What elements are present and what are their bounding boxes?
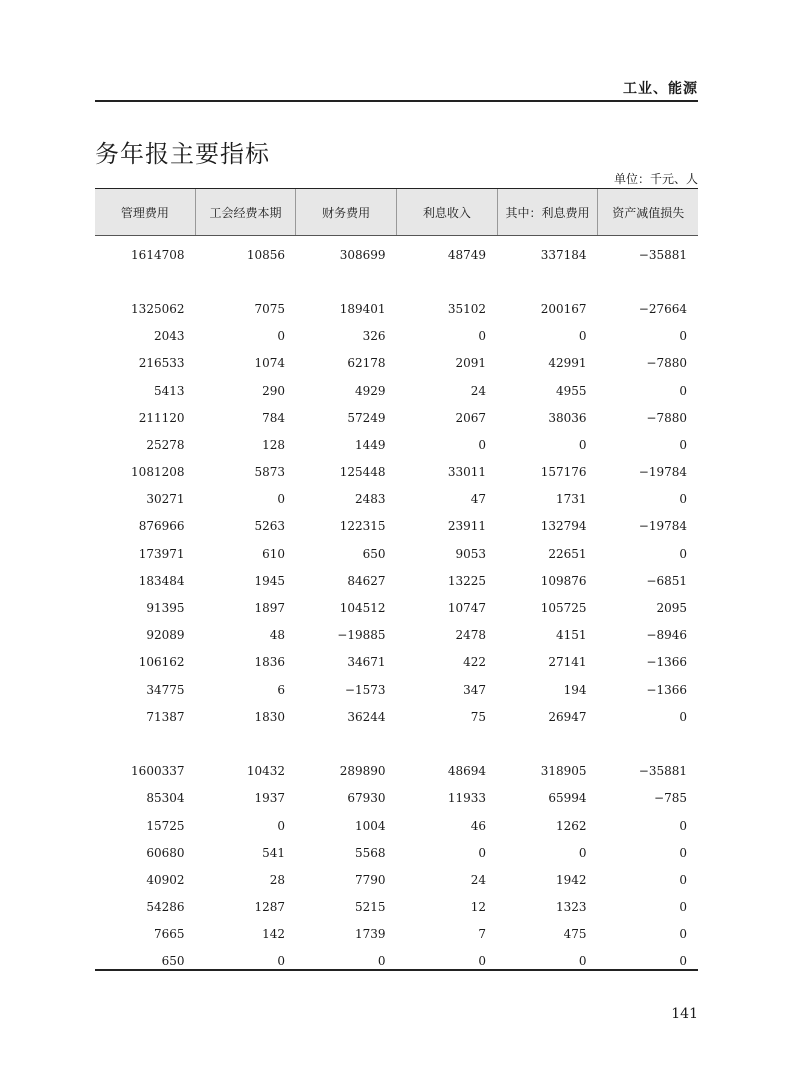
column-header: 工会经费本期 bbox=[195, 189, 296, 235]
table-cell: 650 bbox=[362, 546, 386, 561]
table-cell: 22651 bbox=[548, 546, 587, 561]
table-cell: 91395 bbox=[146, 601, 185, 616]
table-cell: 0 bbox=[478, 329, 486, 344]
table-cell: 67930 bbox=[347, 791, 386, 806]
table-row bbox=[95, 486, 698, 513]
column-header: 利息收入 bbox=[396, 189, 497, 235]
table-cell: 189401 bbox=[339, 301, 386, 316]
table-cell: 0 bbox=[277, 492, 285, 507]
table-row bbox=[95, 567, 698, 594]
table-cell: 36244 bbox=[347, 709, 386, 724]
table-cell: 28 bbox=[269, 872, 285, 887]
table-cell: 1323 bbox=[555, 900, 587, 915]
table-bottom-rule bbox=[95, 969, 698, 971]
table-cell: 105725 bbox=[540, 601, 587, 616]
data-table bbox=[95, 188, 698, 975]
table-cell: 1731 bbox=[555, 492, 587, 507]
table-cell: 216533 bbox=[138, 356, 185, 371]
table-header bbox=[95, 189, 698, 236]
table-cell: 211120 bbox=[138, 410, 185, 425]
table-row bbox=[95, 377, 698, 404]
table-row bbox=[95, 676, 698, 703]
table-cell: 5873 bbox=[254, 465, 285, 480]
table-row bbox=[95, 649, 698, 676]
table-cell: 30271 bbox=[146, 492, 185, 507]
table-cell: 289890 bbox=[339, 764, 386, 779]
table-cell: 10747 bbox=[447, 601, 486, 616]
table-cell: 422 bbox=[463, 655, 486, 670]
table-row bbox=[95, 459, 698, 486]
table-cell: 4929 bbox=[354, 383, 386, 398]
table-cell: 0 bbox=[478, 437, 486, 452]
table-cell: 57249 bbox=[347, 410, 386, 425]
table-cell: 62178 bbox=[347, 356, 386, 371]
table-row bbox=[95, 785, 698, 812]
table-cell: 157176 bbox=[540, 465, 587, 480]
table-cell: 42991 bbox=[548, 356, 587, 371]
table-cell: 1449 bbox=[354, 437, 386, 452]
table-cell: 1897 bbox=[254, 601, 285, 616]
table-cell: 0 bbox=[679, 383, 687, 398]
column-header: 资产减值损失 bbox=[597, 189, 698, 235]
table-cell: 0 bbox=[679, 437, 687, 452]
table-cell: 27141 bbox=[548, 655, 587, 670]
table-cell: −27664 bbox=[638, 301, 687, 316]
table-cell: 200167 bbox=[540, 301, 587, 316]
table-row bbox=[95, 594, 698, 621]
table-cell: −1573 bbox=[344, 682, 386, 697]
table-cell: 142 bbox=[262, 927, 285, 942]
table-cell: 26947 bbox=[548, 709, 587, 724]
table-row bbox=[95, 295, 698, 322]
table-cell: 106162 bbox=[138, 655, 185, 670]
table-cell: −7880 bbox=[646, 356, 687, 371]
table-cell: 2067 bbox=[455, 410, 486, 425]
table-cell: 92089 bbox=[146, 628, 185, 643]
table-cell: −35881 bbox=[638, 247, 687, 262]
table-cell: 10856 bbox=[246, 247, 285, 262]
table-row bbox=[95, 839, 698, 866]
table-cell: 318905 bbox=[540, 764, 587, 779]
table-cell: −7880 bbox=[646, 410, 687, 425]
table-cell: 2478 bbox=[455, 628, 486, 643]
table-body bbox=[95, 236, 698, 975]
table-cell: −8946 bbox=[646, 628, 687, 643]
table-cell: 10432 bbox=[246, 764, 285, 779]
table-cell: 0 bbox=[578, 329, 587, 344]
table-cell: 38036 bbox=[548, 410, 587, 425]
table-cell: 128 bbox=[262, 437, 285, 452]
table-cell: 12 bbox=[470, 900, 486, 915]
table-cell: 1004 bbox=[354, 818, 386, 833]
table-cell: 2091 bbox=[455, 356, 486, 371]
table-cell: 0 bbox=[679, 954, 687, 969]
table-cell: 46 bbox=[470, 818, 486, 833]
table-cell: 5263 bbox=[254, 519, 285, 534]
table-spacer-row bbox=[95, 268, 698, 295]
table-cell: 541 bbox=[262, 845, 285, 860]
table-cell: 1945 bbox=[254, 573, 285, 588]
table-row bbox=[95, 921, 698, 948]
table-cell: 48694 bbox=[447, 764, 486, 779]
table-cell: 0 bbox=[478, 954, 486, 969]
table-cell: 0 bbox=[277, 954, 285, 969]
table-cell: 1287 bbox=[254, 900, 285, 915]
table-cell: 54286 bbox=[146, 900, 185, 915]
table-cell: 1942 bbox=[555, 872, 587, 887]
table-cell: 1081208 bbox=[131, 465, 185, 480]
table-cell: −19885 bbox=[337, 628, 386, 643]
table-cell: −35881 bbox=[638, 764, 687, 779]
table-cell: 9053 bbox=[455, 546, 486, 561]
table-cell: −19784 bbox=[638, 465, 687, 480]
table-cell: 40902 bbox=[146, 872, 185, 887]
table-cell: 0 bbox=[679, 927, 687, 942]
table-row bbox=[95, 812, 698, 839]
table-cell: 5413 bbox=[153, 383, 185, 398]
table-cell: 1830 bbox=[254, 709, 285, 724]
table-cell: 65994 bbox=[548, 791, 587, 806]
table-cell: 7790 bbox=[354, 872, 386, 887]
table-cell: 24 bbox=[470, 383, 486, 398]
table-cell: 0 bbox=[679, 492, 687, 507]
column-header: 其中：利息费用 bbox=[497, 189, 598, 235]
table-cell: 60680 bbox=[146, 845, 185, 860]
table-cell: 109876 bbox=[540, 573, 587, 588]
table-row bbox=[95, 513, 698, 540]
table-cell: 15725 bbox=[146, 818, 185, 833]
table-cell: −1366 bbox=[646, 682, 687, 697]
table-row bbox=[95, 323, 698, 350]
table-row bbox=[95, 404, 698, 431]
table-cell: 2483 bbox=[354, 492, 386, 507]
table-cell: 11933 bbox=[447, 791, 486, 806]
table-cell: 1262 bbox=[555, 818, 587, 833]
table-cell: 7075 bbox=[254, 301, 285, 316]
table-cell: 7665 bbox=[153, 927, 185, 942]
table-cell: 0 bbox=[679, 818, 687, 833]
table-cell: 876966 bbox=[138, 519, 185, 534]
table-cell: 0 bbox=[578, 954, 587, 969]
table-cell: 337184 bbox=[540, 247, 587, 262]
table-spacer-row bbox=[95, 730, 698, 757]
table-cell: 104512 bbox=[339, 601, 386, 616]
table-cell: 4151 bbox=[555, 628, 587, 643]
table-cell: 75 bbox=[470, 709, 486, 724]
table-cell: 290 bbox=[262, 383, 285, 398]
table-row bbox=[95, 758, 698, 785]
table-cell: 47 bbox=[470, 492, 486, 507]
table-cell: 122315 bbox=[339, 519, 386, 534]
page-title: 务年报主要指标 bbox=[95, 140, 270, 168]
table-cell: 183484 bbox=[138, 573, 185, 588]
table-cell: −785 bbox=[654, 791, 687, 806]
table-cell: 5215 bbox=[354, 900, 386, 915]
table-row bbox=[95, 431, 698, 458]
table-cell: 1325062 bbox=[131, 301, 185, 316]
table-cell: 7 bbox=[478, 927, 486, 942]
table-cell: 0 bbox=[277, 818, 285, 833]
table-row bbox=[95, 540, 698, 567]
table-cell: 1614708 bbox=[131, 247, 185, 262]
table-cell: 610 bbox=[262, 546, 285, 561]
table-cell: 0 bbox=[679, 900, 687, 915]
table-cell: 650 bbox=[161, 954, 185, 969]
header-rule bbox=[95, 100, 698, 102]
table-cell: 48749 bbox=[447, 247, 486, 262]
table-cell: 194 bbox=[563, 682, 587, 697]
unit-label: 单位：千元、人 bbox=[613, 172, 698, 186]
table-cell: 33011 bbox=[447, 465, 486, 480]
table-cell: 0 bbox=[478, 845, 486, 860]
table-cell: 0 bbox=[578, 845, 587, 860]
table-cell: 0 bbox=[679, 709, 687, 724]
table-row bbox=[95, 894, 698, 921]
table-cell: 1600337 bbox=[131, 764, 185, 779]
table-cell: 475 bbox=[563, 927, 587, 942]
table-cell: 1836 bbox=[254, 655, 285, 670]
table-cell: 173971 bbox=[138, 546, 185, 561]
table-row bbox=[95, 622, 698, 649]
table-cell: 84627 bbox=[347, 573, 386, 588]
table-cell: 1074 bbox=[254, 356, 285, 371]
table-cell: 48 bbox=[269, 628, 285, 643]
section-label: 工业、能源 bbox=[623, 81, 698, 97]
table-cell: 6 bbox=[277, 682, 285, 697]
table-cell: 0 bbox=[679, 546, 687, 561]
table-cell: 0 bbox=[578, 437, 587, 452]
column-header: 财务费用 bbox=[295, 189, 396, 235]
table-cell: 34775 bbox=[146, 682, 185, 697]
table-cell: 4955 bbox=[555, 383, 587, 398]
column-header: 管理费用 bbox=[120, 205, 169, 220]
table-cell: 23911 bbox=[447, 519, 486, 534]
table-cell: 1739 bbox=[354, 927, 386, 942]
table-cell: 0 bbox=[679, 329, 687, 344]
table-cell: 2095 bbox=[656, 601, 687, 616]
table-cell: 25278 bbox=[146, 437, 185, 452]
table-cell: 0 bbox=[679, 845, 687, 860]
page-number: 141 bbox=[671, 1006, 698, 1022]
table-row bbox=[95, 350, 698, 377]
table-cell: 125448 bbox=[339, 465, 386, 480]
table-cell: 34671 bbox=[347, 655, 386, 670]
table-cell: 0 bbox=[377, 954, 386, 969]
table-row bbox=[95, 241, 698, 268]
table-cell: 85304 bbox=[146, 791, 185, 806]
table-cell: 35102 bbox=[447, 301, 486, 316]
table-cell: 1937 bbox=[254, 791, 285, 806]
table-row bbox=[95, 703, 698, 730]
table-cell: 132794 bbox=[540, 519, 587, 534]
table-row bbox=[95, 866, 698, 893]
table-cell: −1366 bbox=[646, 655, 687, 670]
table-cell: 0 bbox=[679, 872, 687, 887]
table-cell: 13225 bbox=[447, 573, 486, 588]
table-cell: 326 bbox=[362, 329, 386, 344]
table-cell: 5568 bbox=[354, 845, 386, 860]
table-cell: −19784 bbox=[638, 519, 687, 534]
table-cell: −6851 bbox=[646, 573, 687, 588]
table-cell: 347 bbox=[463, 682, 486, 697]
table-cell: 0 bbox=[277, 329, 285, 344]
table-cell: 24 bbox=[470, 872, 486, 887]
table-cell: 71387 bbox=[146, 709, 185, 724]
table-cell: 784 bbox=[262, 410, 285, 425]
table-cell: 308699 bbox=[339, 247, 386, 262]
table-cell: 2043 bbox=[153, 329, 185, 344]
